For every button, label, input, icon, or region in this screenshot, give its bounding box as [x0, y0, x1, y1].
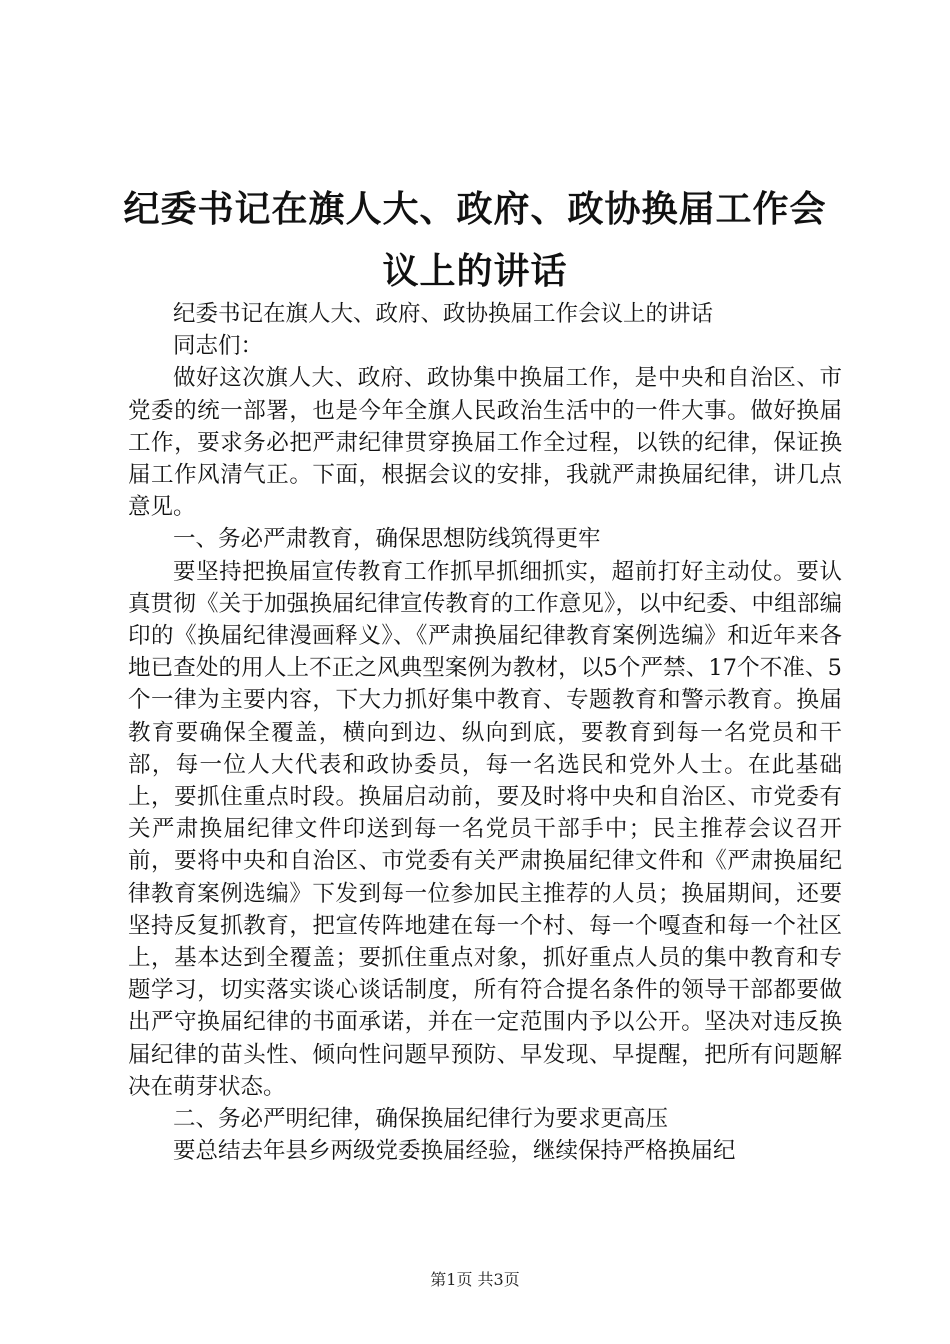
section-heading-1: 一、务必严肃教育，确保思想防线筑得更牢	[173, 526, 601, 553]
paragraph-heading-repeat: 纪委书记在旗人大、政府、政协换届工作会议上的讲话	[173, 301, 714, 327]
paragraph-salutation: 同志们：	[173, 333, 264, 360]
paragraph-section-2: 要总结去年县乡两级党委换届经验，继续保持严格换届纪	[173, 1138, 736, 1165]
document-body	[128, 298, 842, 1167]
page-number-footer: 第1页 共3页	[430, 1270, 520, 1289]
paragraph-intro: 做好这次旗人大、政府、政协集中换届工作，是中央和自治区、市党委的统一部署，也是今年全旗人民政治生活中的一件大事。做好换届工作，要求务必把严肃纪律贯穿换届工作全过程，以铁的纪律，保证换届工作风清气正。下面，根据会议的安排，我就严肃换届纪律，讲几点意见。	[128, 365, 842, 521]
paragraph-section-1: 要坚持把换届宣传教育工作抓早抓细抓实，超前打好主动仗。要认真贯彻《关于加强换届纪律宣传教育的工作意见》，以中纪委、中组部编印的《换届纪律漫画释义》、《严肃换届纪律教育案例选编》和近年来各地已查处的用人上不正之风典型案例为教材，以5个严禁、17个不准、5个一律为主要内容，下大力抓好集中教育、专题教育和警示教育。换届教育要确保全覆盖，横向到边、纵向到底，要教育到每一名党员和干部，每一位人大代表和政协委员，每一名选民和党外人士。在此基础上，要抓住重点时段。换届启动前，要及时将中央和自治区、市党委有关严肃换届纪律文件印送到每一名党员干部手中；民主推荐会议召开前，要将中央和自治区、市党委有关严肃换届纪律文件和《严肃换届纪律教育案例选编》下发到每一位参加民主推荐的人员；换届期间，还要坚持反复抓教育，把宣传阵地建在每一个村、每一个嘎查和每一个社区上，基本达到全覆盖；要抓住重点对象，抓好重点人员的集中教育和专题学习，切实落实谈心谈话制度，所有符合提名条件的领导干部都要做出严守换届纪律的书面承诺，并在一定范围内予以公开。坚决对违反换届纪律的苗头性、倾向性问题早预防、早发现、早提醒，把所有问题解决在萌芽状态。	[128, 558, 842, 1100]
document-title: 纪委书记在旗人大、政府、政协换届工作会议上的讲话	[123, 188, 827, 292]
section-heading-2: 二、务必严明纪律，确保换届纪律行为要求更高压	[173, 1106, 669, 1133]
